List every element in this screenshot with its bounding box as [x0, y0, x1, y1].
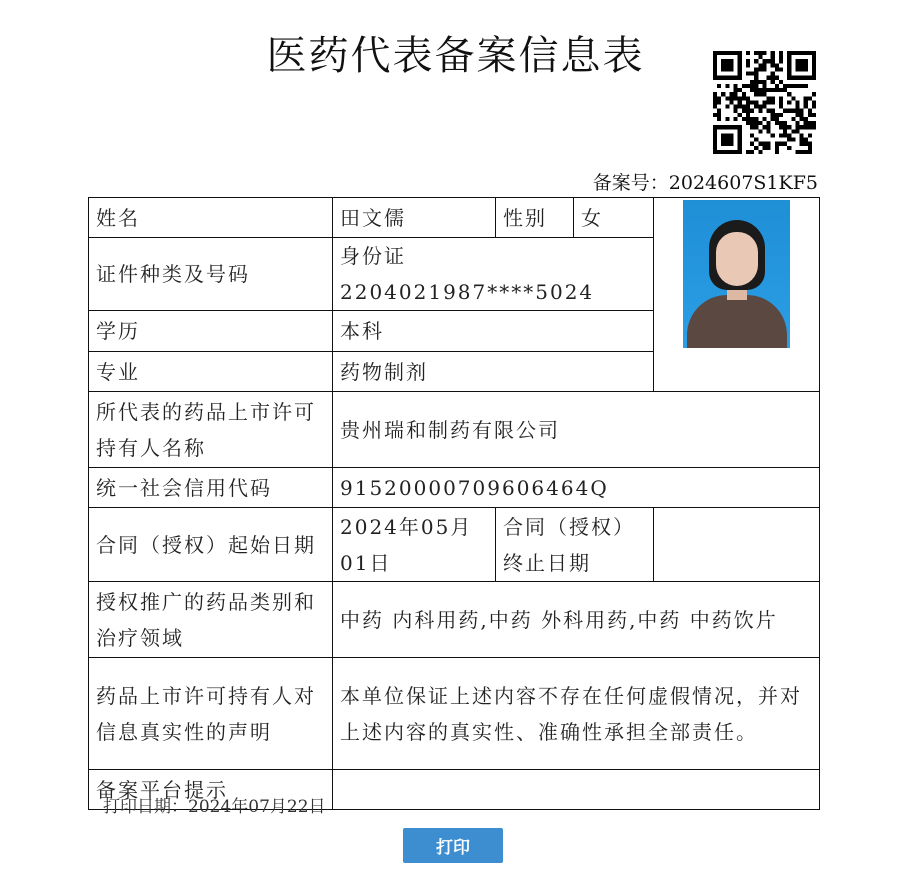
info-table: [88, 197, 820, 810]
credit-code-value: 91520000709606464Q: [333, 468, 820, 508]
holder-value: 贵州瑞和制药有限公司: [333, 392, 820, 468]
photo-cell: [654, 198, 820, 392]
major-label: 专业: [89, 352, 333, 392]
registration-label: 备案号：: [592, 172, 669, 194]
education-value: 本科: [333, 311, 654, 352]
id-label: 证件种类及号码: [89, 238, 333, 311]
credit-code-label: 统一社会信用代码: [89, 468, 333, 508]
name-label: 姓名: [89, 198, 333, 238]
contract-start-label: 合同（授权）起始日期: [89, 508, 333, 582]
page-title: 医药代表备案信息表: [266, 33, 645, 79]
platform-tip-label: 备案平台提示: [89, 770, 333, 810]
contract-start-value: 2024年05月01日: [333, 508, 496, 582]
print-button[interactable]: 打印: [403, 828, 503, 863]
registration-number: [593, 168, 818, 195]
statement-label: 药品上市许可持有人对信息真实性的声明: [89, 658, 333, 770]
gender-label: 性别: [496, 198, 574, 238]
contract-end-label: 合同（授权）终止日期: [496, 508, 654, 582]
statement-value: 本单位保证上述内容不存在任何虚假情况，并对上述内容的真实性、准确性承担全部责任。: [333, 658, 820, 770]
person-photo: [683, 200, 790, 348]
registration-value: 2024607S1KF5: [668, 172, 818, 194]
id-value: 身份证 2204021987****5024: [333, 238, 654, 311]
scope-value: 中药 内科用药,中药 外科用药,中药 中药饮片: [333, 582, 820, 658]
gender-value: 女: [574, 198, 654, 238]
holder-label: 所代表的药品上市许可持有人名称: [89, 392, 333, 468]
platform-tip-value: [333, 770, 820, 810]
qr-code: [713, 51, 816, 154]
contract-end-value: [654, 508, 820, 582]
major-value: 药物制剂: [333, 352, 654, 392]
education-label: 学历: [89, 311, 333, 352]
print-date: 打印日期：2024年07月22日: [103, 797, 326, 817]
scope-label: 授权推广的药品类别和治疗领域: [89, 582, 333, 658]
name-value: 田文儒: [333, 198, 496, 238]
